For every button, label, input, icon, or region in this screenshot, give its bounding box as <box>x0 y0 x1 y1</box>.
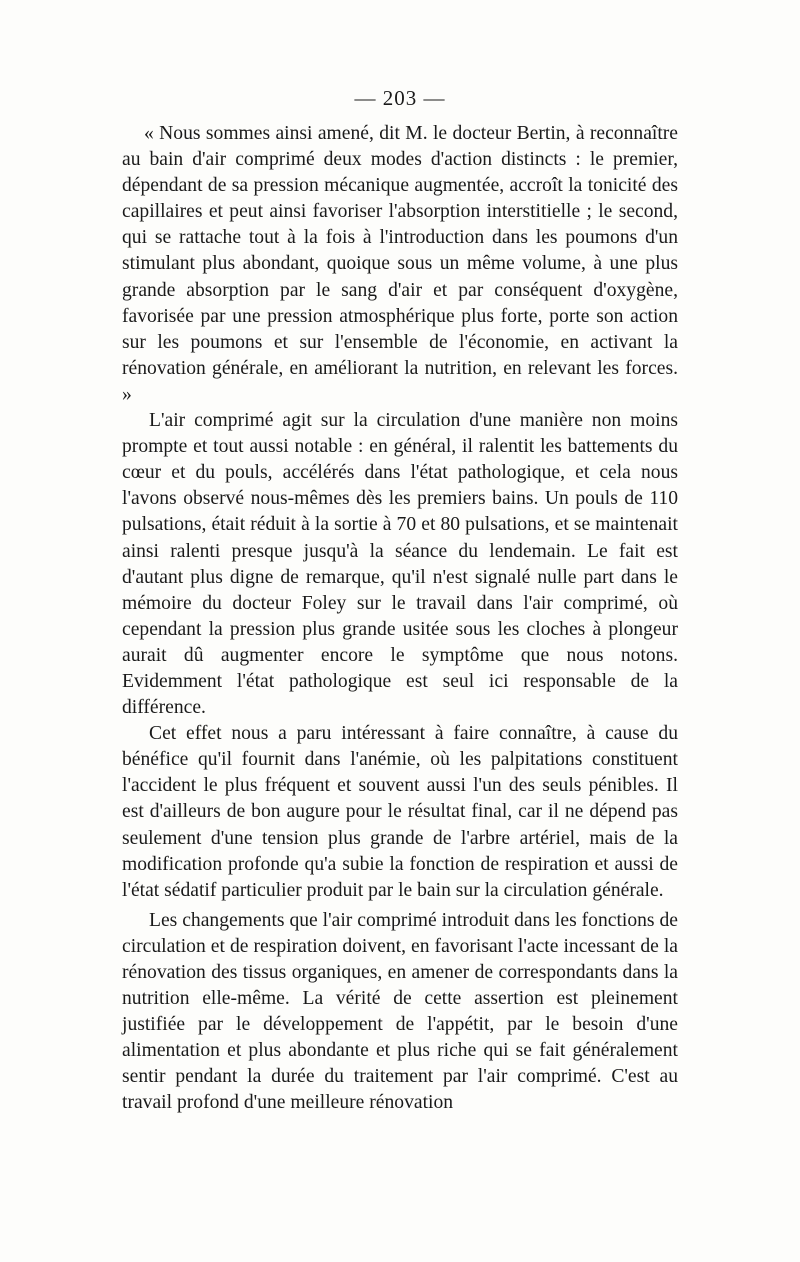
paragraph-2: L'air comprimé agit sur la circulation d'une manière non moins prompte et tout aussi notable : en général, il ralentit les battements du cœur et du pouls, accélérés dans l'état pathologique, et cela nous l'avons observé nous-mêmes dès les premiers bains. Un pouls de 110 pulsations, était réduit à la sortie à 70 et 80 pulsations, et se maintenait ainsi ralenti presque jusqu'à la séance du lendemain. Le fait est d'autant plus digne de remarque, qu'il n'est signalé nulle part dans le mémoire du docteur Foley sur le travail dans l'air comprimé, où cependant la pression plus grande usitée sous les cloches à plongeur aurait dû augmenter encore le symptôme que nous notons. Evidemment l'état pathologique est seul ici responsable de la différence. <box>122 410 678 719</box>
paragraph-1: « Nous sommes ainsi amené, dit M. le docteur Bertin, à reconnaître au bain d'air comprimé deux modes d'action distincts : le premier, dépendant de sa pression mécanique augmentée, accroît la tonicité des capillaires et peut ainsi favoriser l'absorption interstitielle ; le second, qui se rattache tout à la fois à l'introduction dans les poumons d'un stimulant plus abondant, quoique sous un même volume, à une plus grande absorption par le sang d'air et par conséquent d'oxygène, favorisée par une pression atmosphérique plus forte, porte son action sur les poumons et sur l'ensemble de l'économie, en activant la rénovation générale, en améliorant la nutrition, en relevant les forces. » <box>122 123 678 405</box>
paragraph-3: Cet effet nous a paru intéressant à faire connaître, à cause du bénéfice qu'il fournit dans l'anémie, où les palpitations constituent l'accident le plus fréquent et souvent aussi l'un des seuls pénibles. Il est d'ailleurs de bon augure pour le résultat final, car il ne dépend pas seulement d'une tension plus grande de l'arbre artériel, mais de la modification profonde qu'a subie la fonction de respiration et aussi de l'état sédatif particulier produit par le bain sur la circulation générale. <box>122 723 678 901</box>
body-text <box>122 121 678 1117</box>
page-number: — 203 — <box>354 86 446 110</box>
paragraph-4: Les changements que l'air comprimé introduit dans les fonctions de circulation et de respiration doivent, en favorisant l'acte incessant de la rénovation des tissus organiques, en amener de correspondants dans la nutrition elle-même. La vérité de cette assertion est pleinement justifiée par le développement de l'appétit, par le besoin d'une alimentation et plus abondante et plus riche qui se fait généralement sentir pendant la durée du traitement par l'air comprimé. C'est au travail profond d'une meilleure rénovation <box>122 909 678 1114</box>
